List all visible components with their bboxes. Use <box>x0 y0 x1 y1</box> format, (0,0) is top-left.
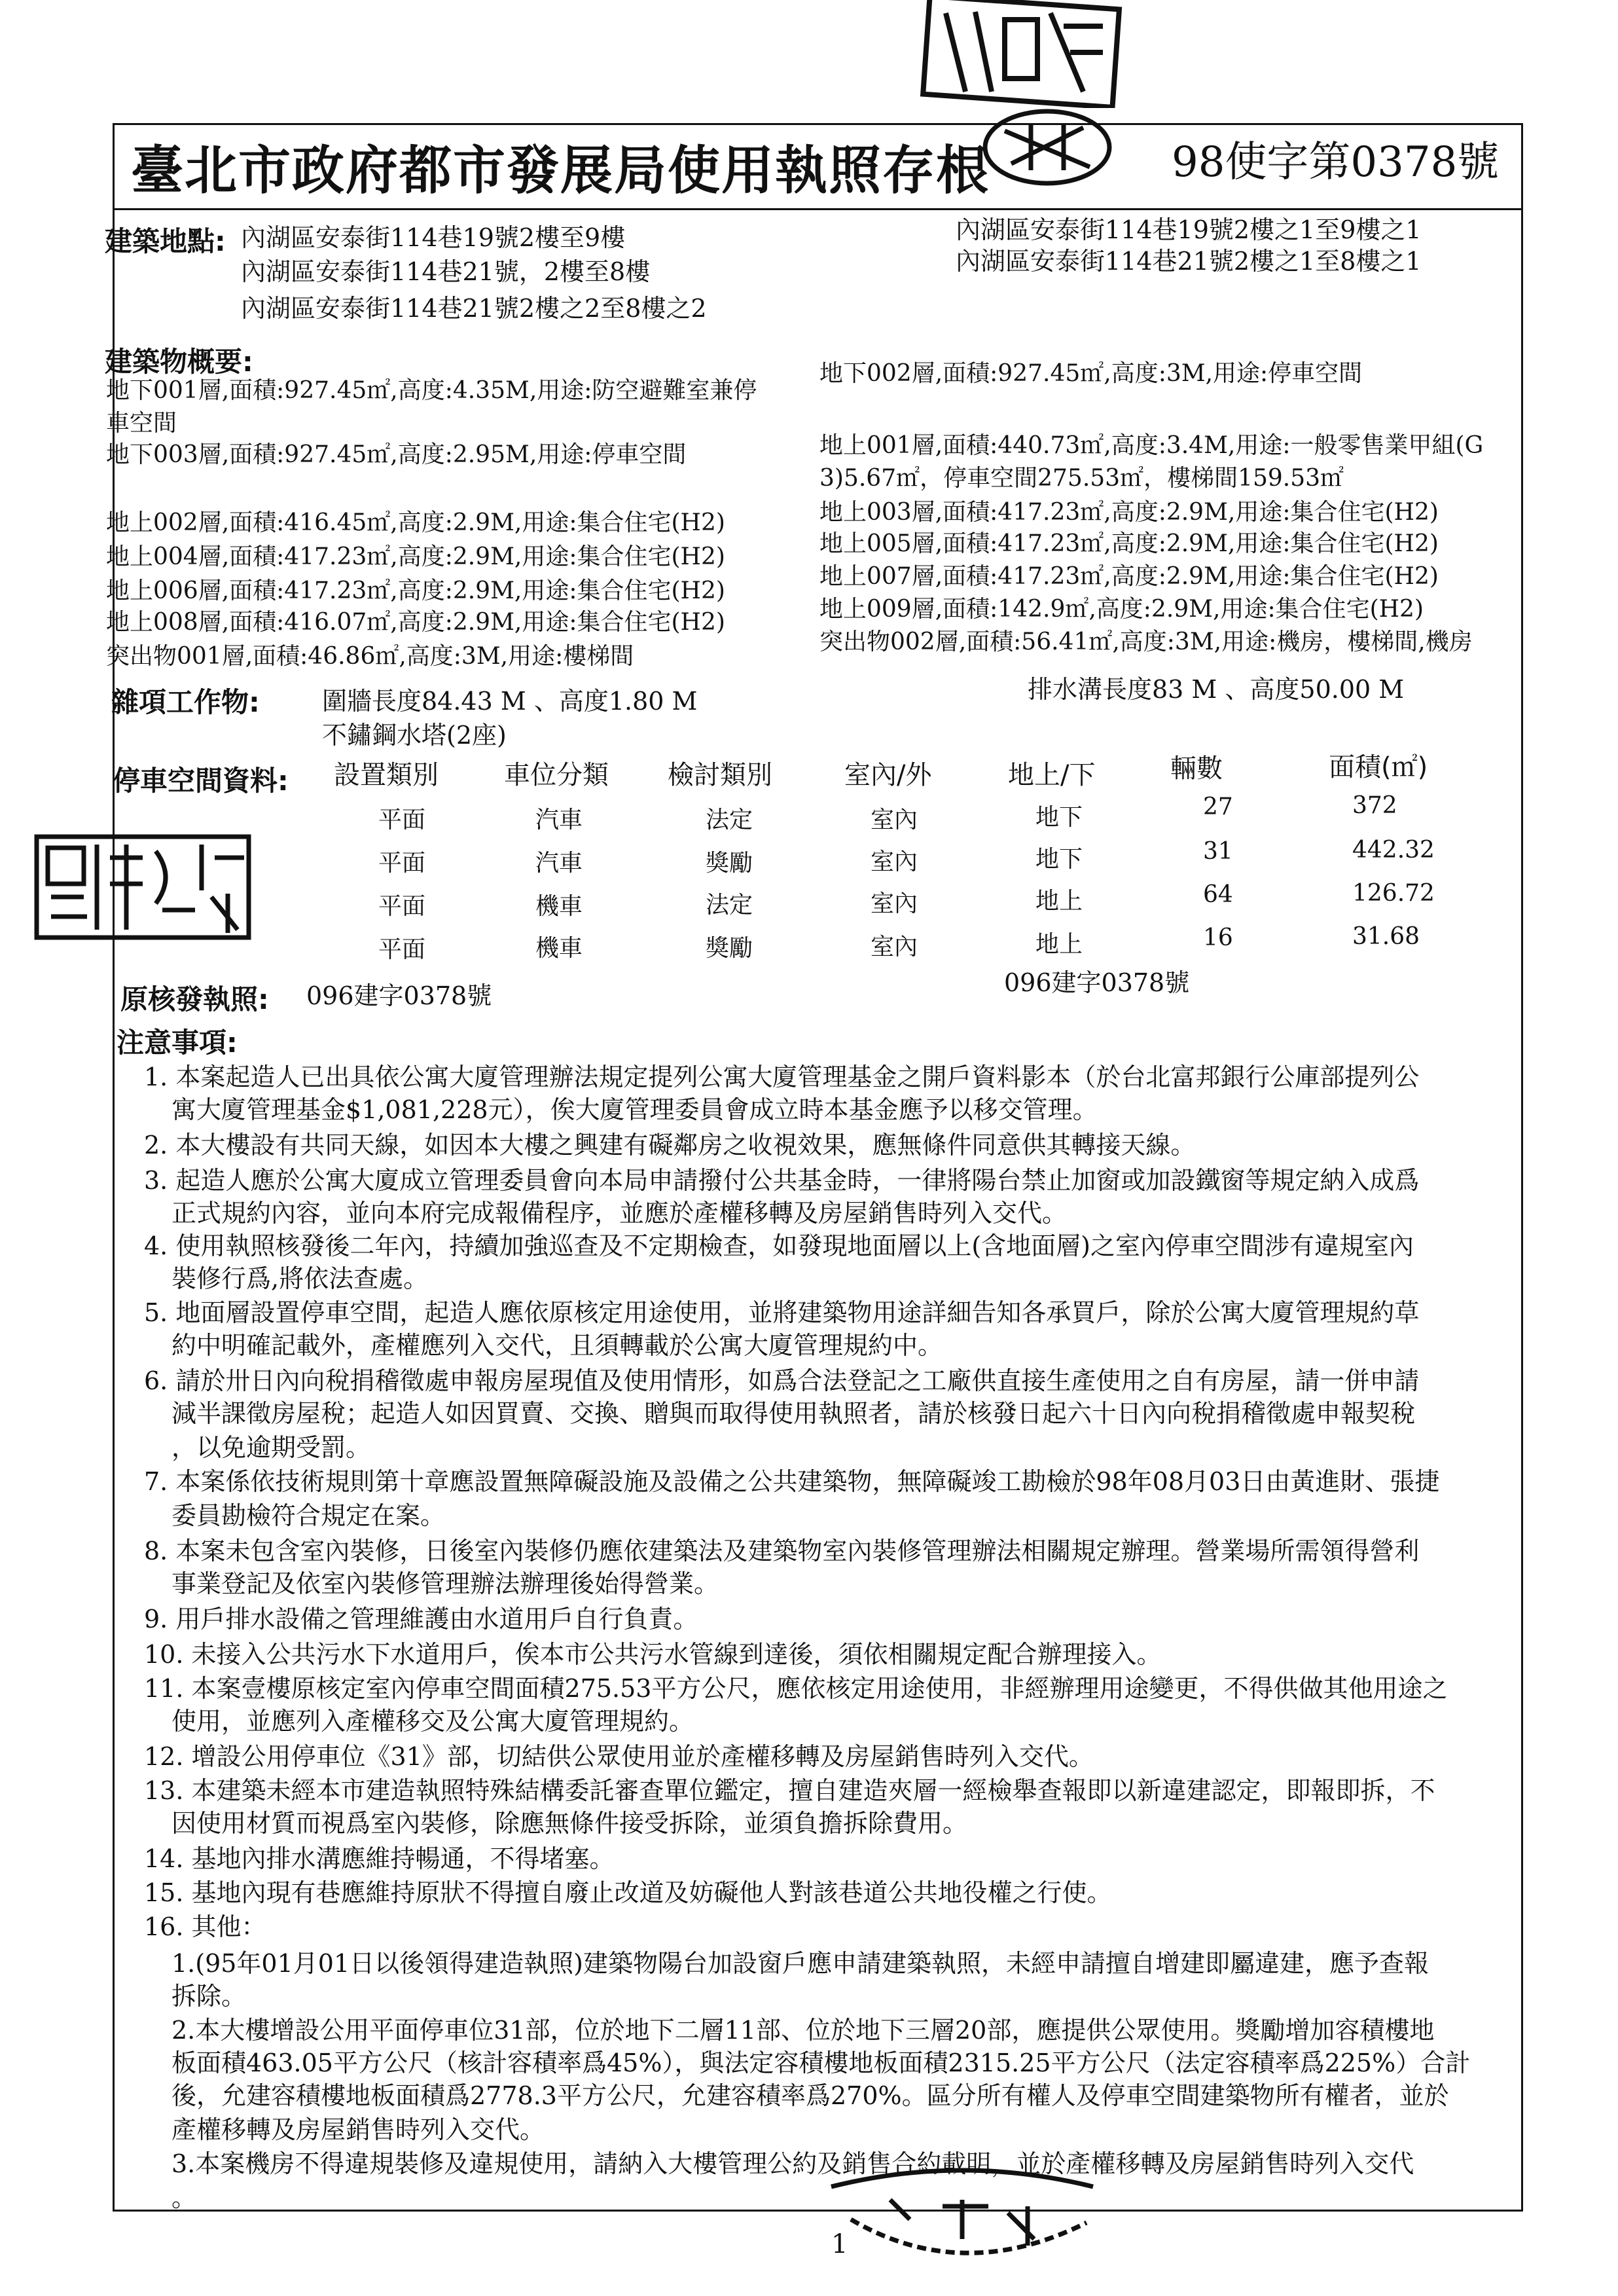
note-line: 12. 增設公用停車位《31》部，切結供公眾使用並於產權移轉及房屋銷售時列入交代。 <box>144 1742 1094 1771</box>
parking-cell: 獎勵 <box>706 850 753 877</box>
parking-cell: 地上 <box>1035 931 1083 958</box>
overview-left-7: 地上008層,面積:416.07㎡,高度:2.9M,用途:集合住宅(H2) <box>106 609 725 636</box>
note-line: 2.本大樓增設公用平面停車位31部，位於地下二層11部、位於地下三層20部，應提供公眾使用。獎勵增加容積樓地 <box>171 2016 1435 2045</box>
overview-right-4: 地上003層,面積:417.23㎡,高度:2.9M,用途:集合住宅(H2) <box>819 499 1439 526</box>
note-line: 正式規約內容，並向本府完成報備程序，並應於產權移轉及房屋銷售時列入交代。 <box>171 1199 1068 1228</box>
note-line: 14. 基地內排水溝應維持暢通，不得堵塞。 <box>144 1844 615 1873</box>
site-address-right-2: 內湖區安泰街114巷21號2樓之1至8樓之1 <box>956 247 1422 276</box>
overview-right-1: 地下002層,面積:927.45㎡,高度:3M,用途:停車空間 <box>819 360 1363 387</box>
note-line: 9. 用戶排水設備之管理維護由水道用戶自行負責。 <box>144 1605 698 1633</box>
parking-header-level: 地上/下 <box>1008 760 1096 790</box>
note-line: 後，允建容積樓地板面積爲2778.3平方公尺，允建容積率爲270%。區分所有權人及停車空間建築物所有權者，並於 <box>171 2081 1449 2110</box>
overview-right-8: 突出物002層,面積:56.41㎡,高度:3M,用途:機房，樓梯間,機房 <box>819 629 1473 655</box>
parking-cell: 室內 <box>871 890 918 917</box>
parking-cell: 27 <box>1203 793 1233 820</box>
top-seal-stamp <box>913 0 1129 108</box>
parking-cell: 31 <box>1203 838 1233 865</box>
note-line: 2. 本大樓設有共同天線，如因本大樓之興建有礙鄰房之收視效果，應無條件同意供其轉接天線。 <box>144 1131 1196 1159</box>
overview-left-3: 地下003層,面積:927.45㎡,高度:2.95M,用途:停車空間 <box>106 441 687 468</box>
site-address-right-1: 內湖區安泰街114巷19號2樓之1至9樓之1 <box>956 215 1422 244</box>
note-line: 減半課徵房屋稅；起造人如因買賣、交換、贈與而取得使用執照者，請於核發日起六十日內向稅捐稽徵處申報契稅 <box>171 1399 1416 1428</box>
parking-cell: 機車 <box>535 893 583 920</box>
parking-cell: 平面 <box>378 893 426 920</box>
notes-label: 注意事項: <box>117 1027 238 1059</box>
note-line: 13. 本建築未經本市建造執照特殊結構委託審查單位鑑定，擅自建造夾層一經檢舉查報即以新違建認定，即報即拆，不 <box>144 1776 1435 1805</box>
parking-header-type: 設置類別 <box>334 760 439 790</box>
parking-cell: 平面 <box>378 936 426 963</box>
misc-works-drain: 排水溝長度83 M 、高度50.00 M <box>1028 675 1405 704</box>
misc-works-fence: 圍牆長度84.43 M 、高度1.80 M <box>322 687 698 716</box>
note-line: 因使用材質而視爲室內裝修，除應無條件接受拆除，並須負擔拆除費用。 <box>171 1809 968 1838</box>
parking-cell: 汽車 <box>535 807 583 833</box>
note-line: 7. 本案係依技術規則第十章應設置無障礙設施及設備之公共建築物，無障礙竣工勘檢於98年08月03日由黃進財、張捷 <box>144 1467 1440 1496</box>
note-line: 委員勘檢符合規定在案。 <box>171 1501 446 1530</box>
parking-cell: 126.72 <box>1352 880 1435 907</box>
note-line: 產權移轉及房屋銷售時列入交代。 <box>171 2115 545 2144</box>
note-line: 3.本案機房不得違規裝修及違規使用，請納入大樓管理公約及銷售合約載明，並於產權移轉及房屋銷售時列入交代 <box>171 2149 1414 2178</box>
parking-label: 停車空間資料: <box>113 765 289 797</box>
site-address-left-3: 內湖區安泰街114巷21號2樓之2至8樓之2 <box>241 294 707 323</box>
overview-right-7: 地上009層,面積:142.9㎡,高度:2.9M,用途:集合住宅(H2) <box>819 596 1424 623</box>
permit-number: 98使字第0378號 <box>1172 138 1500 187</box>
parking-cell: 室內 <box>871 807 918 833</box>
overview-right-5: 地上005層,面積:417.23㎡,高度:2.9M,用途:集合住宅(H2) <box>819 530 1439 557</box>
parking-cell: 地下 <box>1035 804 1083 831</box>
overview-left-6: 地上006層,面積:417.23㎡,高度:2.9M,用途:集合住宅(H2) <box>106 577 725 604</box>
parking-cell: 法定 <box>706 807 753 833</box>
parking-cell: 16 <box>1203 924 1233 951</box>
parking-header-area: 面積(㎡) <box>1329 752 1428 782</box>
overview-left-4: 地上002層,面積:416.45㎡,高度:2.9M,用途:集合住宅(H2) <box>106 509 725 536</box>
note-line: 5. 地面層設置停車空間，起造人應依原核定用途使用，並將建築物用途詳細告知各承買戶，除於公寓大廈管理規約草 <box>144 1298 1420 1327</box>
note-line: 10. 未接入公共污水下水道用戶，俟本市公共污水管線到達後，須依相關規定配合辦理接入。 <box>144 1640 1162 1669</box>
note-line: 1.(95年01月01日以後領得建造執照)建築物陽台加設窗戶應申請建築執照，未經申請擅自增建即屬違建，應予查報 <box>171 1949 1429 1978</box>
parking-cell: 地下 <box>1035 846 1083 873</box>
parking-cell: 平面 <box>378 807 426 833</box>
parking-cell: 室內 <box>871 848 918 875</box>
document-title: 臺北市政府都市發展局使用執照存根 <box>131 139 990 201</box>
overview-right-3: 3)5.67㎡，停車空間275.53㎡，樓梯間159.53㎡ <box>819 465 1344 492</box>
overview-left-2: 車空間 <box>106 410 177 437</box>
misc-works-label: 雜項工作物: <box>111 686 260 718</box>
parking-header-count: 輛數 <box>1170 754 1223 784</box>
overview-left-8: 突出物001層,面積:46.86㎡,高度:3M,用途:樓梯間 <box>106 643 634 670</box>
note-line: 事業登記及依室內裝修管理辦法辦理後始得營業。 <box>171 1569 719 1598</box>
overview-label: 建築物概要: <box>105 346 253 378</box>
misc-works-tank: 不鏽鋼水塔(2座) <box>322 721 507 750</box>
parking-cell: 機車 <box>535 935 583 962</box>
site-address-left-1: 內湖區安泰街114巷19號2樓至9樓 <box>241 223 626 252</box>
note-line: ，以免逾期受罰。 <box>171 1433 371 1462</box>
note-line: 15. 基地內現有巷應維持原狀不得擅自廢止改道及妨礙他人對該巷道公共地役權之行使。 <box>144 1878 1112 1907</box>
note-line: 使用，並應列入產權移交及公寓大廈管理規約。 <box>171 1707 694 1736</box>
parking-cell: 64 <box>1203 881 1233 908</box>
note-line: 寓大廈管理基金$1,081,228元），俟大廈管理委員會成立時本基金應予以移交管理。 <box>171 1095 1098 1124</box>
site-address-left-2: 內湖區安泰街114巷21號，2樓至8樓 <box>241 257 651 286</box>
parking-cell: 汽車 <box>535 850 583 877</box>
note-line: 拆除。 <box>171 1982 247 2011</box>
note-line: 。 <box>171 2183 197 2212</box>
note-line: 6. 請於卅日內向稅捐稽徵處申報房屋現值及使用情形，如爲合法登記之工廠供直接生產使用之自有房屋，請一併申請 <box>144 1366 1420 1395</box>
original-permit-left: 096建字0378號 <box>306 981 492 1010</box>
parking-cell: 室內 <box>871 934 918 960</box>
parking-cell: 31.68 <box>1352 923 1420 950</box>
overview-left-1: 地下001層,面積:927.45㎡,高度:4.35M,用途:防空避難室兼停 <box>106 377 757 404</box>
note-line: 1. 本案起造人已出具依公寓大廈管理辦法規定提列公寓大廈管理基金之開戶資料影本（於台北富邦銀行公庫部提列公 <box>144 1063 1420 1091</box>
overview-right-6: 地上007層,面積:417.23㎡,高度:2.9M,用途:集合住宅(H2) <box>819 563 1439 590</box>
parking-cell: 法定 <box>706 892 753 919</box>
parking-cell: 地上 <box>1035 888 1083 915</box>
parking-header-class: 車位分類 <box>504 760 609 790</box>
page-number: 1 <box>831 2229 848 2259</box>
parking-header-indoor: 室內/外 <box>844 760 932 790</box>
parking-cell: 獎勵 <box>706 935 753 962</box>
parking-cell: 平面 <box>378 850 426 877</box>
overview-right-2: 地上001層,面積:440.73㎡,高度:3.4M,用途:一般零售業甲組(G <box>819 432 1484 459</box>
overview-left-5: 地上004層,面積:417.23㎡,高度:2.9M,用途:集合住宅(H2) <box>106 543 725 570</box>
note-line: 4. 使用執照核發後二年內，持續加強巡查及不定期檢查，如發現地面層以上(含地面層)之室內停車空間涉有違規室內 <box>144 1231 1414 1260</box>
parking-cell: 372 <box>1352 792 1397 819</box>
original-permit-right: 096建字0378號 <box>1004 968 1190 997</box>
note-line: 3. 起造人應於公寓大廈成立管理委員會向本局申請撥付公共基金時，一律將陽台禁止加窗或加設鐵窗等規定納入成爲 <box>144 1166 1420 1195</box>
note-line: 16. 其他： <box>144 1912 266 1941</box>
note-line: 板面積463.05平方公尺（核計容積率爲45%），與法定容積樓地板面積2315.25平方公尺（法定容積率爲225%）合計 <box>171 2049 1471 2077</box>
parking-header-review: 檢討類別 <box>668 760 772 790</box>
note-line: 裝修行爲,將依法查處。 <box>171 1264 429 1293</box>
note-line: 約中明確記載外，產權應列入交代，且須轉載於公寓大廈管理規約中。 <box>171 1331 943 1360</box>
site-label: 建築地點: <box>105 225 226 257</box>
original-permit-label: 原核發執照: <box>120 983 269 1015</box>
note-line: 11. 本案壹樓原核定室內停車空間面積275.53平方公尺，應依核定用途使用，非經辦理用途變更，不得供做其他用途之 <box>144 1674 1448 1703</box>
note-line: 8. 本案未包含室內裝修，日後室內裝修仍應依建築法及建築物室內裝修管理辦法相關規定辦理。營業場所需領得營利 <box>144 1537 1420 1565</box>
parking-cell: 442.32 <box>1352 837 1435 864</box>
